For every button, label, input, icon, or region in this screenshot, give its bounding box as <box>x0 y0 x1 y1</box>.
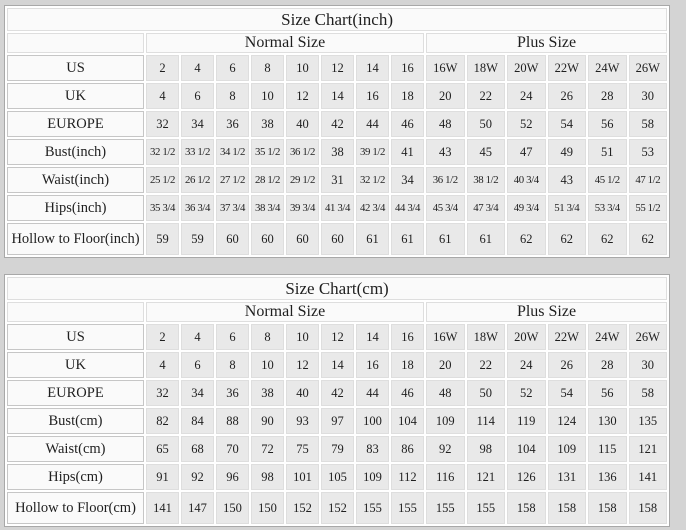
size-cell: 50 <box>467 111 506 137</box>
size-cell: 4 <box>181 55 214 81</box>
size-cell: 112 <box>391 464 424 490</box>
table-row <box>7 167 667 193</box>
size-cell: 109 <box>356 464 389 490</box>
size-cell: 38 <box>321 139 354 165</box>
size-cell: 48 <box>426 380 465 406</box>
size-cell: 39 3/4 <box>286 195 319 221</box>
size-cell: 105 <box>321 464 354 490</box>
size-cell: 59 <box>146 223 179 255</box>
size-cell: 18 <box>391 83 424 109</box>
size-cell: 79 <box>321 436 354 462</box>
size-cell: 61 <box>426 223 465 255</box>
table-row <box>7 352 667 378</box>
size-cell: 101 <box>286 464 319 490</box>
size-cell: 24 <box>507 352 546 378</box>
size-cell: 26W <box>629 55 668 81</box>
size-cell: 6 <box>181 83 214 109</box>
size-cell: 43 <box>426 139 465 165</box>
size-cell: 121 <box>629 436 668 462</box>
size-cell: 55 1/2 <box>629 195 668 221</box>
size-cell: 109 <box>548 436 587 462</box>
size-cell: 49 3/4 <box>507 195 546 221</box>
size-cell: 155 <box>391 492 424 524</box>
size-cell: 8 <box>251 55 284 81</box>
size-cell: 16W <box>426 55 465 81</box>
size-cell: 62 <box>548 223 587 255</box>
size-cell: 29 1/2 <box>286 167 319 193</box>
size-cell: 38 1/2 <box>467 167 506 193</box>
size-cell: 26W <box>629 324 668 350</box>
size-cell: 6 <box>216 55 249 81</box>
size-cell: 72 <box>251 436 284 462</box>
size-cell: 36 1/2 <box>286 139 319 165</box>
size-cell: 155 <box>426 492 465 524</box>
size-cell: 60 <box>251 223 284 255</box>
size-cell: 14 <box>321 83 354 109</box>
size-chart-inch-table <box>4 5 670 258</box>
size-cell: 18W <box>467 55 506 81</box>
size-cell: 155 <box>356 492 389 524</box>
table-row <box>7 492 667 524</box>
row-label: EUROPE <box>7 380 144 406</box>
size-cell: 47 1/2 <box>629 167 668 193</box>
size-cell: 36 1/2 <box>426 167 465 193</box>
size-cell: 16 <box>391 324 424 350</box>
size-cell: 16W <box>426 324 465 350</box>
size-cell: 6 <box>216 324 249 350</box>
size-cell: 104 <box>391 408 424 434</box>
size-cell: 16 <box>356 83 389 109</box>
size-cell: 44 <box>356 380 389 406</box>
size-cell: 88 <box>216 408 249 434</box>
size-cell: 150 <box>216 492 249 524</box>
size-cell: 47 <box>507 139 546 165</box>
size-cell: 33 1/2 <box>181 139 214 165</box>
size-cell: 116 <box>426 464 465 490</box>
size-cell: 86 <box>391 436 424 462</box>
size-cell: 126 <box>507 464 546 490</box>
size-cell: 20 <box>426 83 465 109</box>
size-cell: 32 1/2 <box>146 139 179 165</box>
size-cell: 83 <box>356 436 389 462</box>
size-cell: 24 <box>507 83 546 109</box>
size-cell: 60 <box>321 223 354 255</box>
size-cell: 24W <box>588 324 627 350</box>
row-label: UK <box>7 352 144 378</box>
size-chart-cm-table <box>4 274 670 527</box>
size-cell: 47 3/4 <box>467 195 506 221</box>
size-cell: 16 <box>391 55 424 81</box>
size-cell: 104 <box>507 436 546 462</box>
size-cell: 136 <box>588 464 627 490</box>
row-label: Waist(inch) <box>7 167 144 193</box>
size-cell: 32 <box>146 111 179 137</box>
size-cell: 32 1/2 <box>356 167 389 193</box>
size-cell: 54 <box>548 380 587 406</box>
size-cell: 114 <box>467 408 506 434</box>
size-cell: 36 <box>216 111 249 137</box>
row-label: US <box>7 324 144 350</box>
size-cell: 26 1/2 <box>181 167 214 193</box>
size-cell: 158 <box>507 492 546 524</box>
size-cell: 10 <box>251 83 284 109</box>
size-cell: 46 <box>391 380 424 406</box>
size-cell: 75 <box>286 436 319 462</box>
column-group-normal-size: Normal Size <box>146 302 424 322</box>
size-cell: 41 3/4 <box>321 195 354 221</box>
size-cell: 2 <box>146 55 179 81</box>
size-cell: 14 <box>356 55 389 81</box>
size-cell: 40 <box>286 111 319 137</box>
size-cell: 150 <box>251 492 284 524</box>
size-cell: 12 <box>286 352 319 378</box>
size-cell: 41 <box>391 139 424 165</box>
corner-cell <box>7 33 144 53</box>
size-cell: 100 <box>356 408 389 434</box>
size-cell: 45 1/2 <box>588 167 627 193</box>
size-cell: 93 <box>286 408 319 434</box>
size-cell: 51 <box>588 139 627 165</box>
size-cell: 70 <box>216 436 249 462</box>
table-row <box>7 436 667 462</box>
size-cell: 109 <box>426 408 465 434</box>
size-cell: 141 <box>629 464 668 490</box>
row-label: Bust(inch) <box>7 139 144 165</box>
size-cell: 53 3/4 <box>588 195 627 221</box>
size-cell: 12 <box>321 324 354 350</box>
row-label: Hips(cm) <box>7 464 144 490</box>
size-cell: 44 <box>356 111 389 137</box>
size-cell: 62 <box>507 223 546 255</box>
size-cell: 6 <box>181 352 214 378</box>
size-cell: 20 <box>426 352 465 378</box>
size-cell: 52 <box>507 111 546 137</box>
size-cell: 130 <box>588 408 627 434</box>
size-cell: 61 <box>391 223 424 255</box>
size-cell: 4 <box>146 83 179 109</box>
size-cell: 45 3/4 <box>426 195 465 221</box>
size-cell: 35 1/2 <box>251 139 284 165</box>
size-cell: 60 <box>286 223 319 255</box>
size-cell: 46 <box>391 111 424 137</box>
size-cell: 155 <box>467 492 506 524</box>
size-cell: 158 <box>548 492 587 524</box>
size-cell: 14 <box>356 324 389 350</box>
row-label: Bust(cm) <box>7 408 144 434</box>
size-cell: 22 <box>467 352 506 378</box>
size-cell: 158 <box>588 492 627 524</box>
table-title: Size Chart(cm) <box>7 277 667 300</box>
size-cell: 12 <box>321 55 354 81</box>
size-cell: 14 <box>321 352 354 378</box>
size-cell: 96 <box>216 464 249 490</box>
row-label: UK <box>7 83 144 109</box>
size-cell: 98 <box>467 436 506 462</box>
size-cell: 50 <box>467 380 506 406</box>
size-cell: 28 1/2 <box>251 167 284 193</box>
size-cell: 38 <box>251 111 284 137</box>
table-row <box>7 408 667 434</box>
row-label: Hollow to Floor(cm) <box>7 492 144 524</box>
size-cell: 59 <box>181 223 214 255</box>
row-label: Waist(cm) <box>7 436 144 462</box>
size-cell: 92 <box>181 464 214 490</box>
size-cell: 27 1/2 <box>216 167 249 193</box>
size-cell: 124 <box>548 408 587 434</box>
size-cell: 121 <box>467 464 506 490</box>
column-group-plus-size: Plus Size <box>426 33 667 53</box>
size-cell: 60 <box>216 223 249 255</box>
corner-cell <box>7 302 144 322</box>
size-cell: 18 <box>391 352 424 378</box>
size-cell: 35 3/4 <box>146 195 179 221</box>
table-row <box>7 195 667 221</box>
size-cell: 18W <box>467 324 506 350</box>
size-cell: 49 <box>548 139 587 165</box>
size-cell: 22W <box>548 324 587 350</box>
size-cell: 48 <box>426 111 465 137</box>
size-cell: 56 <box>588 111 627 137</box>
size-cell: 44 3/4 <box>391 195 424 221</box>
size-cell: 54 <box>548 111 587 137</box>
column-group-normal-size: Normal Size <box>146 33 424 53</box>
size-cell: 10 <box>251 352 284 378</box>
size-cell: 12 <box>286 83 319 109</box>
size-cell: 91 <box>146 464 179 490</box>
size-cell: 34 <box>181 380 214 406</box>
size-cell: 152 <box>321 492 354 524</box>
size-cell: 26 <box>548 352 587 378</box>
table-row <box>7 83 667 109</box>
size-cell: 65 <box>146 436 179 462</box>
size-cell: 40 <box>286 380 319 406</box>
size-cell: 90 <box>251 408 284 434</box>
size-cell: 56 <box>588 380 627 406</box>
size-cell: 40 3/4 <box>507 167 546 193</box>
size-cell: 58 <box>629 111 668 137</box>
size-cell: 53 <box>629 139 668 165</box>
size-cell: 22 <box>467 83 506 109</box>
size-cell: 98 <box>251 464 284 490</box>
row-label: US <box>7 55 144 81</box>
table-row <box>7 139 667 165</box>
size-cell: 131 <box>548 464 587 490</box>
size-cell: 25 1/2 <box>146 167 179 193</box>
size-cell: 42 <box>321 380 354 406</box>
column-group-plus-size: Plus Size <box>426 302 667 322</box>
size-cell: 4 <box>181 324 214 350</box>
size-cell: 28 <box>588 352 627 378</box>
size-cell: 38 3/4 <box>251 195 284 221</box>
size-cell: 97 <box>321 408 354 434</box>
size-cell: 20W <box>507 324 546 350</box>
size-cell: 92 <box>426 436 465 462</box>
table-row <box>7 324 667 350</box>
size-cell: 38 <box>251 380 284 406</box>
size-cell: 43 <box>548 167 587 193</box>
size-cell: 10 <box>286 55 319 81</box>
size-cell: 42 <box>321 111 354 137</box>
size-cell: 119 <box>507 408 546 434</box>
size-cell: 62 <box>588 223 627 255</box>
table-row <box>7 111 667 137</box>
size-cell: 58 <box>629 380 668 406</box>
size-cell: 52 <box>507 380 546 406</box>
size-cell: 135 <box>629 408 668 434</box>
size-cell: 10 <box>286 324 319 350</box>
size-cell: 34 1/2 <box>216 139 249 165</box>
size-cell: 141 <box>146 492 179 524</box>
size-cell: 84 <box>181 408 214 434</box>
size-cell: 82 <box>146 408 179 434</box>
size-cell: 45 <box>467 139 506 165</box>
table-row <box>7 380 667 406</box>
row-label: Hollow to Floor(inch) <box>7 223 144 255</box>
size-cell: 8 <box>216 83 249 109</box>
size-cell: 39 1/2 <box>356 139 389 165</box>
table-title: Size Chart(inch) <box>7 8 667 31</box>
size-cell: 152 <box>286 492 319 524</box>
size-cell: 26 <box>548 83 587 109</box>
size-cell: 8 <box>216 352 249 378</box>
table-row <box>7 55 667 81</box>
table-row <box>7 223 667 255</box>
size-cell: 68 <box>181 436 214 462</box>
size-cell: 32 <box>146 380 179 406</box>
size-cell: 36 3/4 <box>181 195 214 221</box>
size-cell: 30 <box>629 83 668 109</box>
row-label: Hips(inch) <box>7 195 144 221</box>
size-cell: 34 <box>181 111 214 137</box>
size-cell: 115 <box>588 436 627 462</box>
size-cell: 4 <box>146 352 179 378</box>
size-cell: 24W <box>588 55 627 81</box>
size-cell: 61 <box>356 223 389 255</box>
size-cell: 20W <box>507 55 546 81</box>
size-cell: 61 <box>467 223 506 255</box>
row-label: EUROPE <box>7 111 144 137</box>
size-cell: 8 <box>251 324 284 350</box>
size-cell: 34 <box>391 167 424 193</box>
size-cell: 2 <box>146 324 179 350</box>
size-cell: 51 3/4 <box>548 195 587 221</box>
size-cell: 42 3/4 <box>356 195 389 221</box>
size-cell: 28 <box>588 83 627 109</box>
size-cell: 147 <box>181 492 214 524</box>
size-cell: 158 <box>629 492 668 524</box>
size-cell: 36 <box>216 380 249 406</box>
size-cell: 62 <box>629 223 668 255</box>
size-cell: 16 <box>356 352 389 378</box>
size-cell: 37 3/4 <box>216 195 249 221</box>
size-cell: 31 <box>321 167 354 193</box>
table-row <box>7 464 667 490</box>
size-cell: 30 <box>629 352 668 378</box>
size-cell: 22W <box>548 55 587 81</box>
